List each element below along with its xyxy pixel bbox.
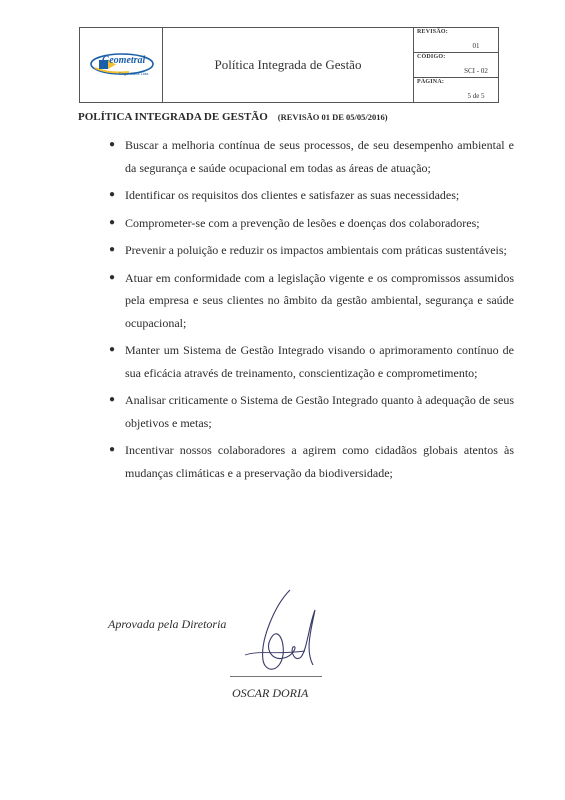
- section-title: [78, 111, 388, 123]
- bullet-icon: ●: [109, 444, 116, 455]
- meta-value: SCI - 02: [464, 67, 488, 75]
- list-item-text: Prevenir a poluição e reduzir os impactos ambientais com práticas sustentáveis;: [125, 243, 507, 257]
- list-item: [103, 134, 514, 179]
- signature-icon: [235, 585, 335, 685]
- bullet-icon: ●: [109, 394, 116, 405]
- list-item-text: Comprometer-se com a prevenção de lesões e doenças dos colaboradores;: [125, 215, 480, 230]
- list-item-text: Incentivar nossos colaboradores a agirem como cidadãos globais atentos às mudanças climáticas e a preservação da biodiversidade;: [125, 443, 514, 480]
- section-title-text: POLÍTICA INTEGRADA DE GESTÃO: [78, 111, 268, 123]
- policy-list: [103, 134, 514, 489]
- list-item: [103, 339, 514, 384]
- list-item: [103, 184, 514, 207]
- bullet-icon: ●: [109, 216, 116, 228]
- bullet-icon: ●: [109, 344, 116, 355]
- list-item: [103, 439, 514, 484]
- document-header: [79, 27, 499, 103]
- list-item: [103, 389, 514, 434]
- meta-page: [414, 78, 498, 102]
- signature-line: [230, 676, 322, 677]
- approval-text: Aprovada pela Diretoria: [108, 617, 227, 631]
- list-item-text: Atuar em conformidade com a legislação vigente e os compromissos assumidos pela empresa e seus clientes no âmbito da gestão ambiental, segurança e saúde ocupacional;: [125, 270, 514, 330]
- logo-name: Geometral: [102, 55, 146, 66]
- meta-revision: [414, 28, 498, 53]
- list-item: [103, 212, 514, 235]
- list-item-text: Buscar a melhoria contínua de seus processos, de seu desempenho ambiental e da segurança e saúde ocupacional em todas as áreas de atuação;: [125, 138, 514, 175]
- list-item-text: Identificar os requisitos dos clientes e satisfazer as suas necessidades;: [125, 188, 460, 202]
- list-item-text: Manter um Sistema de Gestão Integrado visando o aprimoramento contínuo de sua eficácia através de treinamento, conscientização e comprometimento;: [125, 343, 514, 380]
- bullet-icon: ●: [109, 271, 116, 283]
- meta-label: PÁGINA:: [417, 79, 445, 85]
- section-revision: (REVISÃO 01 DE 05/05/2016): [277, 112, 388, 122]
- signer-name: OSCAR DORIA: [232, 686, 309, 700]
- bullet-icon: ●: [109, 244, 116, 255]
- meta-value: 01: [472, 42, 480, 50]
- list-item: [103, 239, 514, 262]
- logo-subtitle: Engenharia Ltda: [119, 71, 149, 76]
- meta-label: REVISÃO:: [417, 29, 448, 35]
- company-logo: [80, 28, 163, 102]
- meta-label: CÓDIGO:: [417, 54, 446, 60]
- meta-code: [414, 53, 498, 78]
- document-meta: [414, 28, 498, 102]
- document-title: Política Integrada de Gestão: [163, 28, 414, 102]
- list-item-text: Analisar criticamente o Sistema de Gestão Integrado quanto à adequação de seus objetivos e metas;: [125, 393, 514, 430]
- meta-value: 5 de 5: [467, 92, 485, 100]
- list-item: [103, 267, 514, 335]
- bullet-icon: ●: [109, 139, 116, 150]
- bullet-icon: ●: [109, 189, 116, 200]
